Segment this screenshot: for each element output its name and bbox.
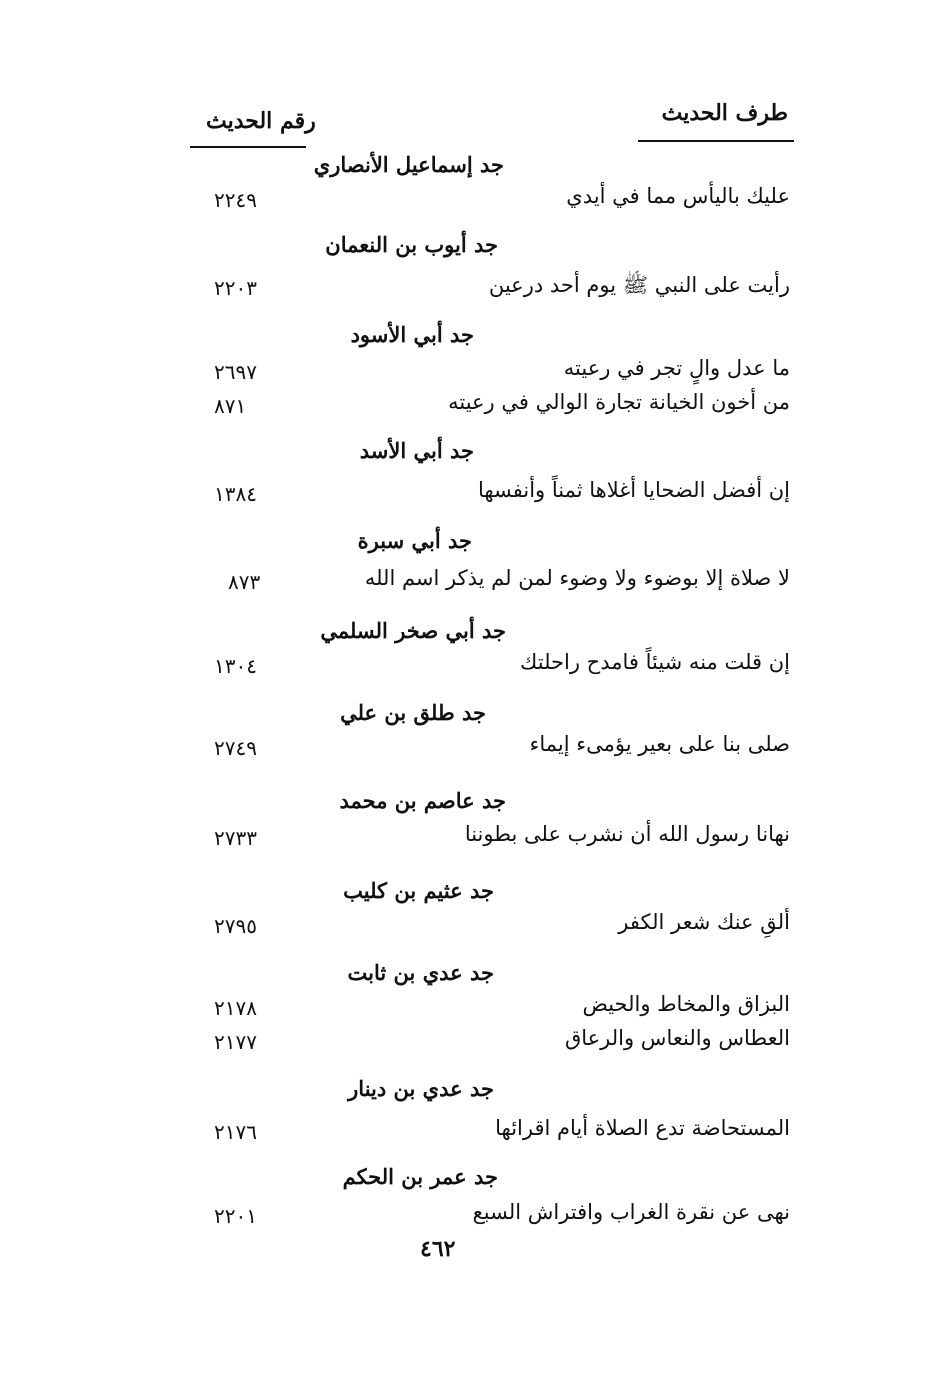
hadith-text: العطاس والنعاس والرعاق [564,1026,790,1050]
hadith-text: إن أفضل الضحايا أغلاها ثمناً وأنفسها [477,478,790,502]
section-title: جد إسماعيل الأنصاري [313,152,504,177]
hadith-number: ٢١٧٨ [214,996,257,1020]
text-column-underline [638,140,794,142]
section-title: جد عثيم بن كليب [343,878,494,903]
hadith-text: عليك باليأس مما في أيدي [566,184,790,208]
hadith-number: ٢٦٩٧ [214,360,257,384]
section-title: جد عدي بن دينار [348,1076,494,1101]
section-title: جد أبي الأسود [350,322,474,347]
hadith-number: ٢١٧٧ [214,1030,257,1054]
hadith-number: ٢١٧٦ [214,1120,257,1144]
hadith-number: ٢٧٤٩ [214,736,257,760]
hadith-number: ٨٧٣ [228,570,261,594]
section-title: جد أبي الأسد [359,438,474,463]
hadith-text: ألقِ عنك شعر الكفر [618,910,790,934]
hadith-number: ١٣٠٤ [214,654,257,678]
hadith-number: ٢٧٣٣ [214,826,257,850]
section-title: جد طلق بن علي [340,700,486,725]
number-column-header: رقم الحديث [206,108,316,134]
section-title: جد عمر بن الحكم [342,1164,498,1189]
hadith-number: ٢٢٠١ [214,1204,257,1228]
hadith-text: رأيت على النبي ﷺ يوم أحد درعين [488,273,790,297]
hadith-number: ٢٧٩٥ [214,914,257,938]
hadith-text: نهى عن نقرة الغراب وافتراش السبع [472,1200,790,1224]
hadith-number: ٢٢٤٩ [214,188,257,212]
section-title: جد عاصم بن محمد [339,788,506,813]
page-number: ٤٦٢ [420,1236,456,1262]
section-title: جد أيوب بن النعمان [325,232,498,257]
section-title: جد عدي بن ثابت [347,960,494,985]
hadith-number: ٢٢٠٣ [214,276,257,300]
section-title: جد أبي سبرة [357,528,472,553]
hadith-text: نهانا رسول الله أن نشرب على بطوننا [464,822,790,846]
hadith-text: ما عدل والٍ تجر في رعيته [563,356,790,380]
hadith-number: ٨٧١ [214,394,247,418]
hadith-number: ١٣٨٤ [214,482,257,506]
hadith-text: لا صلاة إلا بوضوء ولا وضوء لمن لم يذكر اسم الله [364,566,790,590]
section-title: جد أبي صخر السلمي [320,618,506,643]
text-column-header: طرف الحديث [661,100,788,126]
hadith-text: من أخون الخيانة تجارة الوالي في رعيته [448,390,790,414]
hadith-text: البزاق والمخاط والحيض [582,992,790,1016]
hadith-text: صلى بنا على بعير يؤمىء إيماء [529,732,790,756]
hadith-text: إن قلت منه شيئاً فامدح راحلتك [520,650,790,674]
hadith-text: المستحاضة تدع الصلاة أيام اقرائها [495,1116,790,1140]
number-column-underline [190,146,306,148]
